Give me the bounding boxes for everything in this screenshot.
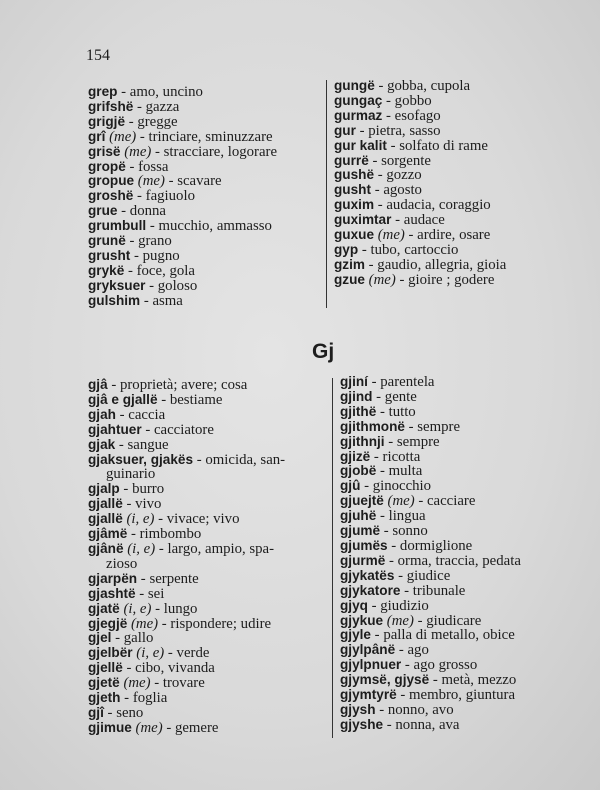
entry-definition: largo, ampio, spa-	[167, 540, 275, 557]
entry-headword: gjiní	[340, 374, 368, 389]
entry-definition: seno	[116, 704, 144, 721]
entry-headword: gjykue	[340, 612, 384, 628]
entry-definition: tribunale	[412, 582, 466, 599]
dictionary-entry: grusht - pugno	[88, 247, 180, 264]
entry-grammar-note: (me)	[130, 615, 159, 632]
entry-definition: sonno	[392, 523, 428, 540]
entry-headword: gjysh	[340, 701, 376, 717]
dictionary-entry: gzue (me) - gioire ; godere	[334, 271, 495, 288]
entry-headword: gur kalit	[334, 137, 387, 153]
entry-grammar-note: (me)	[124, 143, 152, 160]
entry-definition: ricotta	[382, 448, 421, 465]
dictionary-entry: gjithmonë - sempre	[340, 418, 461, 435]
entry-definition: solfato di rame	[399, 137, 488, 154]
entry-definition: tutto	[388, 403, 416, 420]
entry-headword: gjâmë	[88, 526, 128, 542]
entry-definition: ago	[407, 642, 429, 659]
entry-definition: multa	[388, 463, 423, 480]
entry-headword: gjithmonë	[340, 418, 405, 434]
entry-definition: rimbombo	[139, 526, 202, 543]
entry-definition: stracciare, logorare	[163, 143, 278, 160]
dictionary-entry: grep - amo, uncino	[88, 84, 203, 100]
entry-definition: lingua	[388, 508, 426, 525]
dictionary-entry: gjetë (me) - trovare	[88, 675, 205, 692]
entry-headword: gjymtyrë	[340, 687, 397, 703]
entry-definition: sei	[147, 585, 165, 602]
entry-definition: fagiuolo	[145, 188, 195, 205]
entry-definition: ardire, osare	[417, 227, 491, 244]
dictionary-entry: gjeth - foglia	[88, 690, 168, 707]
entry-headword: grî	[88, 128, 106, 144]
entry-headword: gjel	[88, 630, 112, 646]
dictionary-entry: gjylpnuer - ago grosso	[340, 657, 478, 674]
entry-headword: gjeth	[88, 690, 121, 706]
entry-headword: grumbull	[88, 218, 147, 234]
entry-definition: cacciare	[426, 493, 476, 510]
entry-headword: gurrë	[334, 152, 369, 168]
entry-headword: gjykatës	[340, 567, 395, 583]
dictionary-entry: gungë - gobba, cupola	[334, 78, 471, 94]
entry-definition: dormiglione	[399, 537, 473, 554]
entry-definition: orma, traccia, pedata	[397, 552, 521, 569]
entry-headword: gjallë	[88, 496, 123, 512]
entry-headword: gjyq	[340, 597, 368, 613]
dictionary-entry: gjymtyrë - membro, giuntura	[340, 687, 516, 704]
dictionary-entry: gjymsë, gjysë - metà, mezzo	[340, 672, 517, 689]
dictionary-entry: gjâmë - rimbombo	[88, 526, 202, 543]
entry-grammar-note: (me)	[387, 493, 415, 510]
entry-definition: giudizio	[380, 597, 429, 614]
dictionary-entry: gjumë - sonno	[340, 523, 428, 540]
entry-definition: burro	[132, 481, 165, 498]
entry-definition: trinciare, sminuzzare	[148, 128, 273, 145]
dictionary-entry: grifshë - gazza	[88, 98, 180, 115]
entry-headword: gjithnji	[340, 433, 385, 449]
dictionary-entry: gjyq - giudizio	[340, 597, 429, 614]
entry-headword: grusht	[88, 247, 131, 263]
dictionary-entry: gjahtuer - cacciatore	[88, 421, 214, 438]
dictionary-entry: gjî - seno	[88, 704, 144, 721]
entry-grammar-note: (me)	[135, 719, 163, 736]
entry-definition: gozzo	[386, 167, 422, 184]
dictionary-entry: gurmaz - esofago	[334, 107, 441, 124]
dictionary-entry: grunë - grano	[88, 233, 172, 250]
section-heading: Gj	[312, 340, 335, 363]
column-bottom-left	[88, 378, 324, 736]
entry-definition: audacia, coraggio	[386, 197, 491, 214]
dictionary-entry: gjizë - ricotta	[340, 448, 421, 465]
entry-headword: gjumës	[340, 537, 388, 553]
entry-definition: palla di metallo, obice	[383, 627, 515, 644]
entry-headword: gjashtë	[88, 585, 136, 601]
entry-definition: bestiame	[169, 391, 223, 408]
dictionary-entry: gjuejtë (me) - cacciare	[340, 493, 476, 510]
entry-headword: gjâ	[88, 377, 108, 392]
dictionary-entry: gulshim - asma	[88, 292, 183, 309]
entry-headword: gjimue	[88, 719, 132, 735]
dictionary-entry: gjobë - multa	[340, 463, 423, 480]
entry-headword: gyp	[334, 241, 359, 257]
entry-definition: nonno, avo	[387, 701, 454, 718]
entry-definition: audace	[403, 212, 445, 229]
entry-headword: gjuhë	[340, 508, 377, 524]
dictionary-entry: grykë - foce, gola	[88, 262, 195, 279]
dictionary-entry: gjimue (me) - gemere	[88, 719, 219, 736]
dictionary-entry: gjatë (i, e) - lungo	[88, 600, 198, 617]
dictionary-entry: gropue (me) - scavare	[88, 173, 222, 190]
entry-headword: grue	[88, 203, 118, 219]
dictionary-entry: gur - pietra, sasso	[334, 122, 441, 139]
dictionary-entry: gungaç - gobbo	[334, 92, 432, 109]
entry-headword: gjind	[340, 388, 373, 404]
entry-headword: gurmaz	[334, 107, 383, 123]
dictionary-entry: gjarpën - serpente	[88, 570, 199, 587]
entry-grammar-note: (me)	[386, 612, 414, 629]
entry-definition: ago grosso	[413, 657, 478, 674]
entry-headword: gjumë	[340, 523, 381, 539]
entry-definition: ginocchio	[372, 478, 432, 495]
entry-headword: gjyle	[340, 627, 371, 643]
entry-definition: pugno	[142, 247, 180, 264]
dictionary-entry: gjysh - nonno, avo	[340, 701, 454, 718]
entry-definition: sangue	[127, 436, 169, 453]
dictionary-entry: gzim - gaudio, allegria, gioia	[334, 256, 507, 273]
dictionary-entry: grigjë - gregge	[88, 113, 178, 130]
entry-grammar-note: (i, e)	[127, 540, 156, 557]
entry-headword: gjahtuer	[88, 421, 142, 437]
entry-definition: caccia	[128, 406, 166, 423]
entry-headword: gjânë	[88, 540, 124, 556]
dictionary-entry: gjallë - vivo	[88, 496, 162, 513]
entry-headword: grykë	[88, 262, 125, 278]
entry-definition: sempre	[417, 418, 461, 435]
entry-headword: gropue	[88, 173, 135, 189]
entry-definition: vivo	[135, 496, 162, 513]
dictionary-entry: gjah - caccia	[88, 406, 166, 423]
entry-headword: gjuejtë	[340, 493, 384, 509]
entry-headword: gusht	[334, 182, 371, 198]
dictionary-entry: gjallë (i, e) - vivace; vivo	[88, 511, 240, 528]
entry-definition: donna	[129, 203, 166, 220]
entry-definition: amo, uncino	[129, 84, 203, 100]
dictionary-entry: gjânë (i, e) - largo, ampio, spa-	[88, 540, 275, 557]
entry-headword: guxim	[334, 197, 375, 213]
entry-headword: gjykatore	[340, 582, 401, 598]
entry-headword: groshë	[88, 188, 134, 204]
entry-definition-continuation: guinario	[106, 466, 156, 483]
entry-definition: cacciatore	[153, 421, 214, 438]
entry-headword: grigjë	[88, 113, 126, 129]
entry-headword: gulshim	[88, 292, 141, 308]
dictionary-entry: gusht - agosto	[334, 182, 422, 199]
entry-headword: gungaç	[334, 92, 383, 108]
entry-headword: gjurmë	[340, 552, 386, 568]
entry-headword: gungë	[334, 78, 375, 93]
column-divider-top	[326, 80, 327, 308]
entry-headword: gjobë	[340, 463, 377, 479]
dictionary-entry: gjuhë - lingua	[340, 508, 426, 525]
entry-definition: trovare	[162, 675, 205, 692]
entry-definition: gazza	[145, 98, 180, 115]
dictionary-entry: gjykue (me) - giudicare	[340, 612, 482, 629]
dictionary-entry: gjykatës - giudice	[340, 567, 451, 584]
entry-grammar-note: (me)	[377, 227, 405, 244]
entry-headword: grifshë	[88, 98, 134, 114]
entry-headword: gjetë	[88, 675, 120, 691]
dictionary-entry: gjurmë - orma, traccia, pedata	[340, 552, 521, 569]
dictionary-entry: gjiní - parentela	[340, 374, 435, 390]
dictionary-entry: gurrë - sorgente	[334, 152, 431, 169]
entry-definition: nonna, ava	[395, 716, 460, 733]
entry-definition: gaudio, allegria, gioia	[377, 256, 507, 273]
entry-definition: agosto	[383, 182, 422, 199]
column-divider-bottom	[332, 378, 333, 738]
entry-headword: gjâ e gjallë	[88, 391, 158, 407]
entry-headword: gryksuer	[88, 277, 146, 293]
entry-definition: membro, giuntura	[409, 687, 516, 704]
entry-definition-continuation: zioso	[106, 555, 138, 572]
entry-headword: gzue	[334, 271, 365, 287]
entry-definition: gobbo	[394, 92, 432, 109]
entry-headword: gjylpânë	[340, 642, 396, 658]
dictionary-entry: gjalp - burro	[88, 481, 165, 498]
entry-definition: grano	[138, 233, 172, 250]
column-top-left	[88, 85, 320, 309]
dictionary-entry: guxue (me) - ardire, osare	[334, 227, 491, 244]
column-top-right	[334, 79, 566, 288]
entry-headword: grunë	[88, 233, 126, 249]
entry-headword: grep	[88, 84, 118, 99]
dictionary-entry: gjashtë - sei	[88, 585, 165, 602]
entry-definition: gobba, cupola	[387, 78, 471, 94]
dictionary-entry: gjykatore - tribunale	[340, 582, 466, 599]
dictionary-entry: gjind - gente	[340, 388, 417, 405]
dictionary-entry: grue - donna	[88, 203, 166, 220]
dictionary-entry: grî (me) - trinciare, sminuzzare	[88, 128, 273, 145]
entry-grammar-note: (i, e)	[126, 511, 155, 528]
dictionary-entry: gjumës - dormiglione	[340, 537, 473, 554]
entry-headword: gjak	[88, 436, 116, 452]
dictionary-entry: gjû - ginocchio	[340, 478, 432, 495]
dictionary-entry: gjithë - tutto	[340, 403, 416, 420]
dictionary-entry: gjyshe - nonna, ava	[340, 716, 460, 733]
dictionary-entry: guxim - audacia, coraggio	[334, 197, 491, 214]
entry-headword: gjallë	[88, 511, 123, 527]
entry-headword: gushë	[334, 167, 375, 183]
entry-headword: guxue	[334, 227, 375, 243]
dictionary-entry: gjâ e gjallë - bestiame	[88, 391, 223, 408]
entry-definition: foce, gola	[136, 262, 195, 279]
entry-definition: gregge	[137, 113, 178, 130]
dictionary-entry: gjaksuer, gjakës - omicida, san-	[88, 451, 286, 468]
entry-headword: gjylpnuer	[340, 657, 402, 673]
entry-definition: mucchio, ammasso	[158, 218, 272, 235]
entry-definition: giudicare	[426, 612, 482, 629]
entry-definition: parentela	[380, 374, 435, 390]
entry-definition: metà, mezzo	[441, 672, 517, 689]
entry-headword: gjî	[88, 704, 104, 720]
dictionary-entry: gjâ - proprietà; avere; cosa	[88, 377, 248, 393]
entry-definition: cibo, vivanda	[135, 660, 215, 677]
entry-definition: fossa	[138, 158, 169, 175]
entry-definition: scavare	[177, 173, 222, 190]
entry-headword: gjyshe	[340, 716, 384, 732]
entry-headword: gjaksuer, gjakës	[88, 451, 194, 467]
entry-headword: grisë	[88, 143, 121, 159]
entry-definition: omicida, san-	[205, 451, 286, 468]
entry-headword: gzim	[334, 256, 365, 272]
entry-definition: lungo	[163, 600, 198, 617]
dictionary-entry: gjelbër (i, e) - verde	[88, 645, 210, 662]
entry-definition: rispondere; udire	[170, 615, 272, 632]
entry-definition: gemere	[174, 719, 219, 736]
dictionary-entry: gryksuer - goloso	[88, 277, 198, 294]
dictionary-entry: gjylpânë - ago	[340, 642, 429, 659]
entry-definition: gente	[384, 388, 417, 405]
dictionary-entry: gyp - tubo, cartoccio	[334, 241, 459, 258]
dictionary-entry: guximtar - audace	[334, 212, 445, 229]
dictionary-entry: gjyle - palla di metallo, obice	[340, 627, 515, 644]
entry-grammar-note: (me)	[123, 675, 151, 692]
entry-definition: gallo	[123, 630, 154, 647]
entry-headword: gjatë	[88, 600, 120, 616]
entry-headword: gjizë	[340, 448, 371, 464]
column-bottom-right	[340, 375, 572, 733]
entry-headword: gjegjë	[88, 615, 128, 631]
entry-definition: gioire ; godere	[408, 271, 495, 288]
entry-headword: guximtar	[334, 212, 392, 228]
entry-headword: gur	[334, 122, 356, 138]
entry-definition: tubo, cartoccio	[370, 241, 459, 258]
dictionary-entry: groshë - fagiuolo	[88, 188, 195, 205]
entry-headword: gjah	[88, 406, 116, 422]
entry-grammar-note: (me)	[109, 128, 137, 145]
entry-grammar-note: (i, e)	[136, 645, 165, 662]
dictionary-entry: grumbull - mucchio, ammasso	[88, 218, 272, 235]
entry-definition: verde	[176, 645, 210, 662]
entry-definition: goloso	[157, 277, 198, 294]
dictionary-entry: gjak - sangue	[88, 436, 169, 453]
entry-headword: gjymsë, gjysë	[340, 672, 430, 688]
entry-definition: esofago	[394, 107, 441, 124]
entry-definition: sorgente	[381, 152, 431, 169]
entry-headword: gjalp	[88, 481, 120, 497]
page-number: 154	[86, 47, 110, 64]
dictionary-entry: gjegjë (me) - rispondere; udire	[88, 615, 272, 632]
entry-grammar-note: (i, e)	[123, 600, 152, 617]
entry-definition: vivace; vivo	[166, 511, 240, 528]
entry-definition: proprietà; avere; cosa	[119, 377, 248, 393]
entry-definition: serpente	[149, 570, 199, 587]
dictionary-entry: grisë (me) - stracciare, logorare	[88, 143, 278, 160]
dictionary-entry: gur kalit - solfato di rame	[334, 137, 488, 154]
dictionary-entry: gjithnji - sempre	[340, 433, 440, 450]
entry-definition: sempre	[396, 433, 440, 450]
entry-definition: asma	[152, 292, 183, 309]
entry-headword: gjithë	[340, 403, 377, 419]
dictionary-entry: gjel - gallo	[88, 630, 154, 647]
entry-headword: gjelbër	[88, 645, 133, 661]
entry-headword: gjû	[340, 478, 361, 494]
entry-grammar-note: (me)	[368, 271, 396, 288]
entry-definition: pietra, sasso	[368, 122, 441, 139]
entry-headword: gjellë	[88, 660, 123, 676]
entry-definition: giudice	[406, 567, 451, 584]
entry-headword: gjarpën	[88, 570, 138, 586]
entry-grammar-note: (me)	[137, 173, 165, 190]
dictionary-entry: gushë - gozzo	[334, 167, 422, 184]
dictionary-entry: gjellë - cibo, vivanda	[88, 660, 215, 677]
entry-headword: gropë	[88, 158, 126, 174]
dictionary-entry: gropë - fossa	[88, 158, 169, 175]
entry-definition: foglia	[132, 690, 168, 707]
